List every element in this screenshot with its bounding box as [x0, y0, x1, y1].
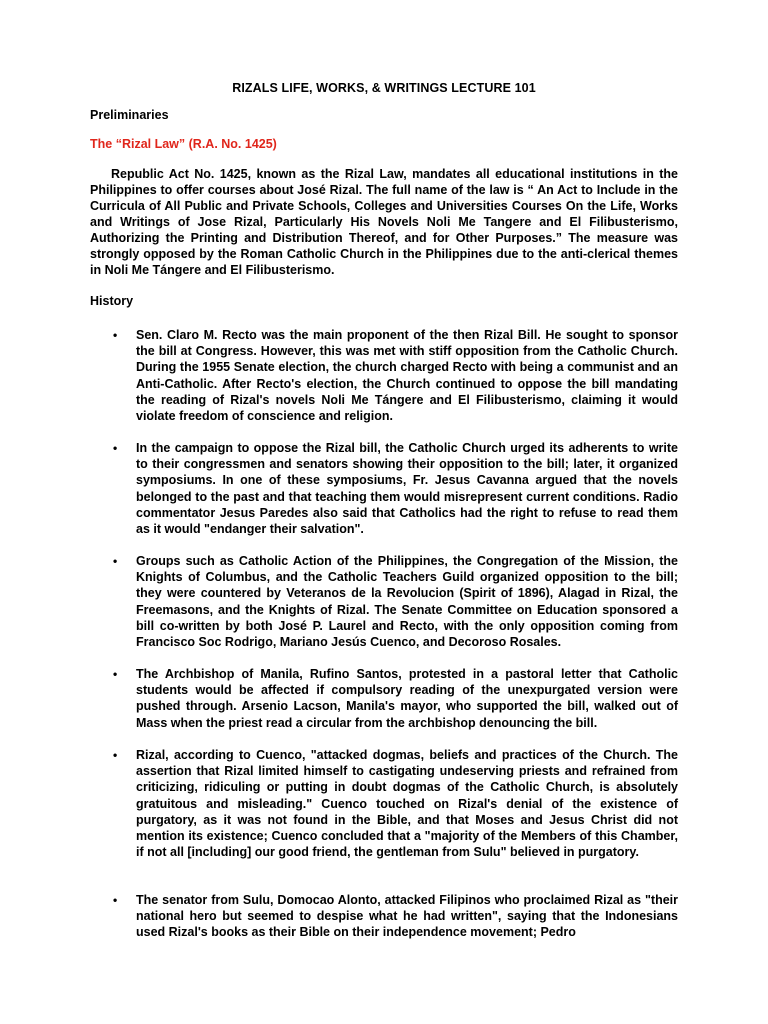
list-item-text: The senator from Sulu, Domocao Alonto, attacked Filipinos who proclaimed Rizal as "their national hero but seemed to despise what he had written", saying that the Indonesians used Rizal's books as their Bible on their independence movement; Pedro — [136, 893, 678, 940]
list-item-text: Rizal, according to Cuenco, "attacked dogmas, beliefs and practices of the Church. The assertion that Rizal limited himself to castigating undeserving priests and refrained from criticizing, ridiculing or putting in doubt dogmas of the Catholic Church, is absolutely gratuitous and misleading." Cuenco touched on Rizal's denial of the existence of purgatory, as it was not found in the Bible, and that Moses and Jesus Christ did not mention its existence; Cuenco concluded that a "majority of the Members of this Chamber, if not all [including] our good friend, the gentleman from Sulu" believed in purgatory. — [136, 748, 678, 860]
list-item-text: In the campaign to oppose the Rizal bill, the Catholic Church urged its adherents to write to their congressmen and senators showing their opposition to the bill; later, it organized symposiums. In one of these symposiums, Fr. Jesus Cavanna argued that the novels belonged to the past and that teaching them would misrepresent current conditions. Radio commentator Jesus Paredes also said that Catholics had the right to refuse to read them as it would "endanger their salvation". — [136, 441, 678, 537]
history-heading: History — [90, 294, 134, 308]
list-item-text: Groups such as Catholic Action of the Philippines, the Congregation of the Mission, the Knights of Columbus, and the Catholic Teachers Guild organized opposition to the bill; they were countered by Veteranos de la Revolucion (Spirit of 1896), Alagad in Rizal, the Freemasons, and the Knights of Rizal. The Senate Committee on Education sponsored a bill co-written by both José P. Laurel and Recto, with the only opposition coming from Francisco Soc Rodrigo, Mariano Jesús Cuenco, and Decoroso Rosales. — [136, 554, 678, 650]
bullet-icon: • — [113, 893, 118, 907]
intro-paragraph: Republic Act No. 1425, known as the Rizal Law, mandates all educational institutions in the Philippines to offer courses about José Rizal. The full name of the law is “ An Act to Include in the Curricula of All Public and Private Schools, Colleges and Universities Courses On the Life, Works and Writings of Jose Rizal, Particularly His Novels Noli Me Tangere and El Filibusterismo, Authorizing the Printing and Distribution Thereof, and for Other Purposes.” The measure was strongly opposed by the Roman Catholic Church in the Philippines due to the anti-clerical themes in Noli Me Tángere and El Filibusterismo. — [90, 167, 678, 277]
bullet-icon: • — [113, 748, 118, 762]
preliminaries-heading: Preliminaries — [90, 108, 169, 122]
document-title: RIZALS LIFE, WORKS, & WRITINGS LECTURE 101 — [232, 81, 536, 95]
list-item-text: The Archbishop of Manila, Rufino Santos, protested in a pastoral letter that Catholic students would be affected if compulsory reading of the unexpurgated version were pushed through. Arsenio Lacson, Manila's mayor, who supported the bill, walked out of Mass when the priest read a circular from the archbishop denouncing the bill. — [136, 667, 678, 730]
bullet-icon: • — [113, 554, 118, 568]
bullet-icon: • — [113, 441, 118, 455]
bullet-icon: • — [113, 667, 118, 681]
bullet-icon: • — [113, 328, 118, 342]
rizal-law-heading: The “Rizal Law” (R.A. No. 1425) — [90, 137, 277, 151]
list-item-text: Sen. Claro M. Recto was the main proponent of the then Rizal Bill. He sought to sponsor the bill at Congress. However, this was met with stiff opposition from the Catholic Church. During the 1955 Senate election, the church charged Recto with being a communist and an Anti-Catholic. After Recto's election, the Church continued to oppose the bill mandating the reading of Rizal's novels Noli Me Tángere and El Filibusterismo, claiming it would violate freedom of conscience and religion. — [136, 328, 678, 424]
